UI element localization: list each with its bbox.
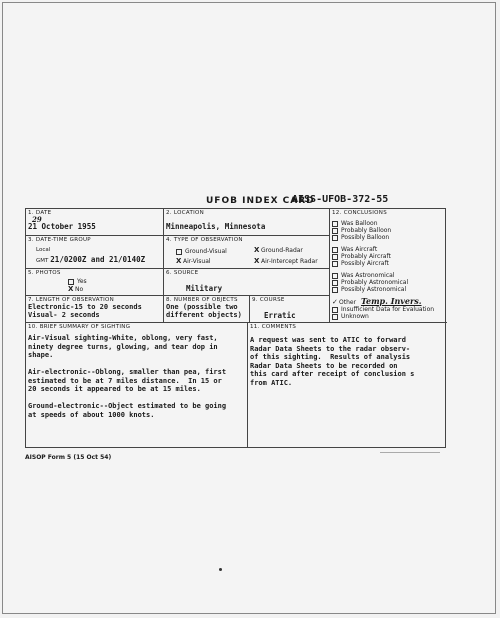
date-label: 1. DATE [28, 210, 52, 216]
ground-visual-label: Ground-Visual [185, 248, 227, 255]
summary-cell [26, 323, 248, 448]
ground-visual-checkbox [176, 249, 182, 255]
date-value: 21 October 1955 [28, 222, 96, 231]
footer-stamp-line [380, 452, 440, 453]
dtg-value: 21/0200Z and 21/0140Z [50, 255, 146, 264]
conclusion-item: Possibly Aircraft [341, 260, 389, 267]
length-cell [26, 296, 164, 323]
conclusion-item: Was Balloon [341, 220, 378, 227]
photos-label: 5. PHOTOS [28, 270, 61, 276]
source-label: 6. SOURCE [166, 270, 199, 276]
air-visual-label: Air-Visual [183, 258, 211, 265]
conclusion-checkbox [332, 228, 338, 234]
ground-radar-checkbox-marked: X [254, 246, 260, 254]
photos-no-checkbox-marked: X [68, 285, 74, 293]
course-value: Erratic [264, 311, 296, 320]
ground-radar-label: Ground-Radar [261, 247, 303, 254]
dtg-cell [26, 236, 164, 269]
conclusion-checkbox [332, 287, 338, 293]
card-title: UFOB INDEX CARD [206, 196, 315, 206]
insufficient-checkbox [332, 307, 338, 313]
conclusion-checkbox [332, 221, 338, 227]
dtg-gmt-label: GMT [36, 258, 49, 264]
conclusion-checkbox [332, 280, 338, 286]
conclusion-checkbox [332, 273, 338, 279]
conclusion-item: Possibly Astronomical [341, 286, 407, 293]
conclusion-checkbox [332, 247, 338, 253]
conclusion-checkbox [332, 235, 338, 241]
source-value: Military [186, 284, 223, 293]
conclusion-checkbox [332, 254, 338, 260]
comments-value: A request was sent to ATIC to forward Radar Data Sheets to the radar observ- of this sighting. Results of analysis Radar Data Sheets to be recorded on this card after receipt of conclusion s from ATIC. [250, 336, 415, 387]
unknown-checkbox [332, 314, 338, 320]
photos-no-label: No [75, 286, 84, 293]
conclusion-item: Probably Astronomical [341, 279, 409, 286]
date-cell [26, 209, 164, 236]
length-label: 7. LENGTH OF OBSERVATION [28, 297, 115, 303]
course-cell [250, 296, 330, 323]
air-visual-checkbox-marked: X [176, 257, 182, 265]
summary-label: 10. BRIEF SUMMARY OF SIGHTING [28, 324, 131, 330]
conclusion-item: Was Aircraft [341, 246, 378, 253]
objects-value: One (possible two different objects) [166, 303, 242, 319]
speck-mark [219, 568, 222, 571]
unknown-label: Unknown [341, 313, 369, 320]
course-label: 9. COURSE [252, 297, 285, 303]
photos-yes-label: Yes [77, 278, 87, 285]
conclusions-cell [330, 209, 447, 323]
card-number: AISS-UFOB-372-55 [292, 194, 389, 205]
photos-yes-checkbox [68, 279, 74, 285]
form-footer: AISOP Form 5 (15 Oct 54) [25, 454, 112, 461]
comments-cell [248, 323, 415, 448]
observation-label: 4. TYPE OF OBSERVATION [166, 237, 243, 243]
conclusion-checkbox [332, 261, 338, 267]
conclusion-item: Possibly Balloon [341, 234, 390, 241]
air-intercept-label: Air-Intercept Radar [261, 258, 318, 265]
location-label: 2. LOCATION [166, 210, 205, 216]
comments-label: 11. COMMENTS [250, 324, 297, 330]
air-intercept-checkbox-marked: X [254, 257, 260, 265]
conclusion-item: Probably Balloon [341, 227, 392, 234]
date-handwritten: 29 [32, 215, 42, 224]
photos-cell [26, 269, 164, 296]
dtg-label: 3. DATE-TIME GROUP [28, 237, 91, 243]
other-checkbox-marked: ✓ [332, 298, 338, 306]
summary-value: Air-Visual sighting-White, oblong, very fast, ninety degree turns, glowing, and tear dop in shape. Air-electronic--Oblong, smaller than pea, first estimated to be at 7 miles distance. In 15 or 20 seconds it appeared to be at 15 miles. Ground-electronic--Object estimated to be going at speeds of about 1000 knots. [28, 334, 227, 419]
objects-cell [164, 296, 250, 323]
other-label: Other [339, 299, 357, 306]
objects-label: 8. NUMBER OF OBJECTS [166, 297, 238, 303]
length-value: Electronic-15 to 20 seconds Visual- 2 seconds [28, 303, 142, 319]
conclusion-item: Was Astronomical [341, 272, 395, 279]
index-card [25, 208, 446, 448]
location-cell [164, 209, 330, 236]
source-cell [164, 269, 330, 296]
conclusions-label: 12. CONCLUSIONS [332, 210, 387, 216]
insufficient-label: Insufficient Data for Evaluation [341, 306, 435, 313]
location-value: Minneapolis, Minnesota [166, 222, 266, 231]
observation-cell [164, 236, 330, 269]
other-value: Temp. Invers. [360, 296, 422, 306]
dtg-local-label: Local [36, 247, 51, 253]
conclusion-item: Probably Aircraft [341, 253, 391, 260]
